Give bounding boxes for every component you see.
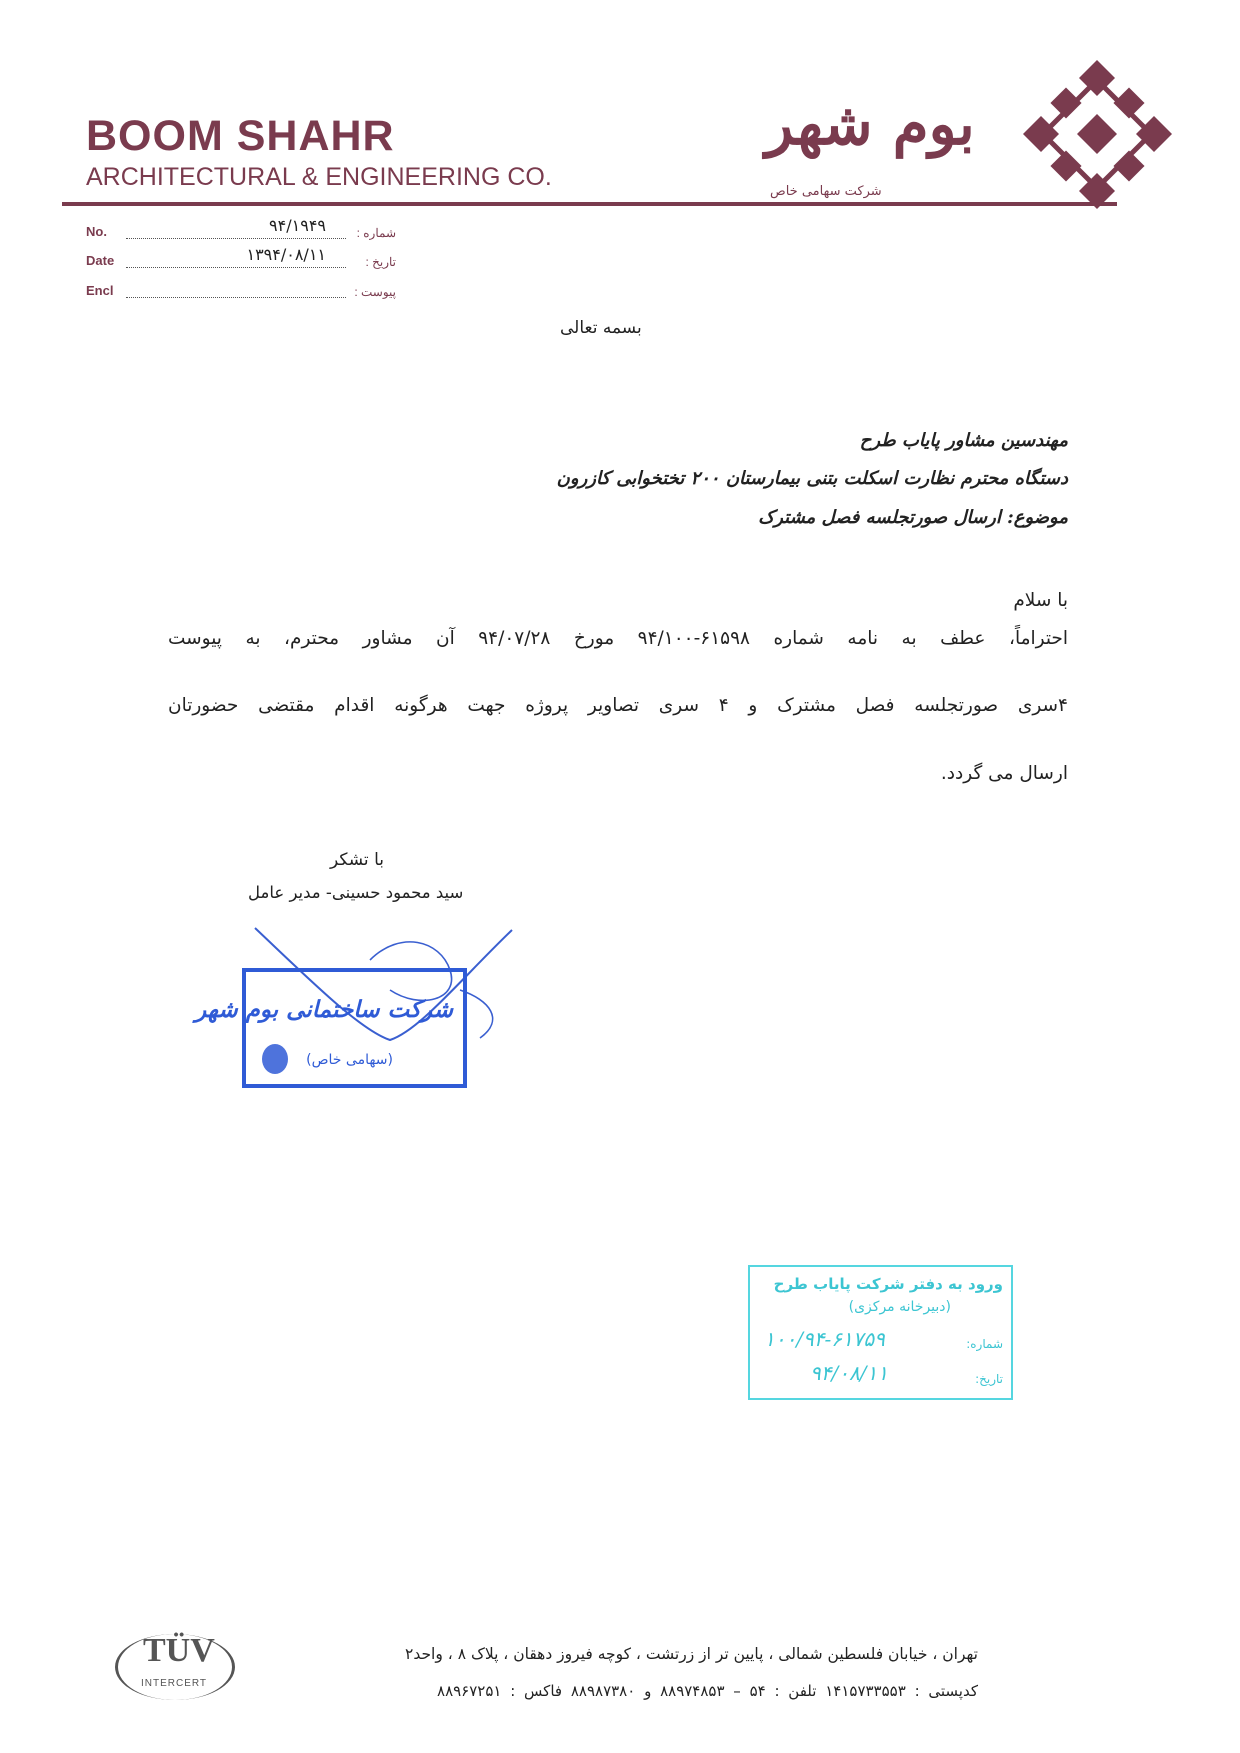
stamp-company-name: شرکت ساختمانی بوم شهر	[195, 996, 453, 1023]
date-label-en: Date	[86, 253, 115, 268]
reference-number: ۹۴/۱۹۴۹	[269, 216, 326, 235]
recipient-line-2: دستگاه محترم نظارت اسکلت بتنی بیمارستان ۲۰۰ تختخوابی کازرون	[556, 468, 1068, 489]
reference-date: ۱۳۹۴/۰۸/۱۱	[246, 245, 326, 264]
header-divider	[62, 202, 1117, 206]
body-line-2: ۴سری صورتجلسه فصل مشترک و ۴ سری تصاویر پروژه جهت هرگونه اقدام مقتضی حضورتان	[168, 695, 1068, 716]
signer-name: سید محمود حسینی- مدیر عامل	[248, 883, 464, 902]
dotted-line	[126, 297, 346, 298]
company-stamp	[195, 968, 467, 1088]
invocation: بسمه تعالی	[560, 318, 642, 338]
lattice-logo-icon	[1015, 52, 1180, 217]
footer-address: تهران ، خیابان فلسطین شمالی ، پایین تر از زرتشت ، کوچه فیروز دهقان ، پلاک ۸ ، واحد۲	[404, 1645, 978, 1663]
entry-stamp	[748, 1265, 1013, 1400]
company-name-en: BOOM SHAHR	[86, 112, 395, 160]
reference-date-row	[86, 245, 396, 279]
reference-number-row	[86, 216, 396, 250]
dotted-line	[126, 238, 346, 239]
entry-stamp-subtitle: (دبیرخانه مرکزی)	[848, 1299, 951, 1315]
entry-stamp-title: ورود به دفتر شرکت پایاب طرح	[773, 1275, 1003, 1293]
tuv-mark: TÜV	[143, 1632, 215, 1669]
entry-date-label: تاریخ:	[975, 1372, 1003, 1386]
stamp-emblem-icon	[262, 1044, 288, 1074]
entry-date-value: ۹۴/۰۸/۱۱	[810, 1361, 888, 1385]
entry-number-label: شماره:	[966, 1337, 1003, 1351]
encl-label-fa: پیوست :	[354, 285, 396, 299]
footer-contact: کدپستی : ۱۴۱۵۷۳۳۵۵۳ تلفن : ۵۴ – ۸۸۹۷۴۸۵۳ و ۸۸۹۸۷۳۸۰ فاکس : ۸۸۹۶۷۲۵۱	[437, 1682, 978, 1700]
reference-encl-row	[86, 283, 396, 309]
tuv-certification-logo	[115, 1630, 235, 1700]
recipient-line-1: مهندسین مشاور پایاب طرح	[859, 430, 1068, 451]
number-label-fa: شماره :	[356, 226, 396, 240]
company-name-fa: بوم شهر	[765, 90, 975, 158]
body-line-1: احتراماً، عطف به نامه شماره ۶۱۵۹۸-۹۴/۱۰۰ مورخ ۹۴/۰۷/۲۸ آن مشاور محترم، به پیوست	[168, 628, 1068, 649]
company-subtitle-en: ARCHITECTURAL & ENGINEERING CO.	[86, 163, 552, 191]
subject-line: موضوع: ارسال صورتجلسه فصل مشترک	[758, 507, 1068, 528]
dotted-line	[126, 267, 346, 268]
company-subtitle-fa: شرکت سهامی خاص	[770, 184, 882, 199]
body-line-3: ارسال می گردد.	[940, 763, 1068, 784]
number-label-en: No.	[86, 224, 107, 239]
stamp-company-type: (سهامی خاص)	[306, 1052, 393, 1068]
closing: با تشکر	[330, 850, 384, 870]
greeting: با سلام	[1013, 590, 1068, 611]
entry-number-value: ۱۰۰/۹۴-۶۱۷۵۹	[764, 1327, 885, 1351]
encl-label-en: Encl	[86, 283, 114, 298]
date-label-fa: تاریخ :	[365, 255, 396, 269]
tuv-subtitle: INTERCERT	[141, 1678, 208, 1689]
